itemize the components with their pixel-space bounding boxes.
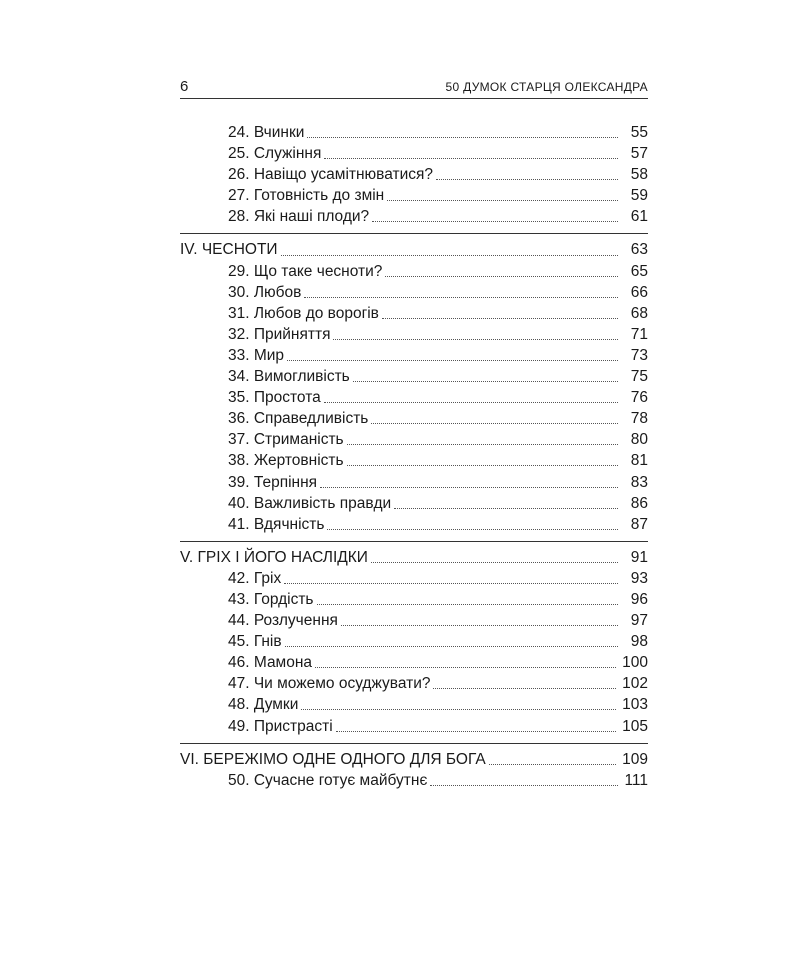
- toc-entry-title: 47. Чи можемо осуджувати?: [228, 675, 431, 693]
- dot-leader: [394, 508, 618, 509]
- toc-entry-title: 48. Думки: [228, 696, 299, 714]
- toc-entry-title: VI. БЕРЕЖІМО ОДНЕ ОДНОГО ДЛЯ БОГА: [180, 750, 486, 768]
- toc-entry-page: 81: [630, 452, 648, 470]
- toc-entry-title: 37. Стриманість: [228, 431, 344, 449]
- toc-chapter-item: [180, 345, 648, 366]
- toc-entry-title: 40. Важливість правди: [228, 494, 392, 512]
- dot-leader: [387, 200, 618, 201]
- toc-entry-title: 27. Готовність до змін: [228, 187, 385, 205]
- dot-leader: [353, 381, 618, 382]
- toc-entry-page: 58: [630, 166, 648, 184]
- toc-chapter-item: [180, 450, 648, 471]
- toc-entry-page: 75: [630, 368, 648, 386]
- dot-leader: [347, 444, 618, 445]
- dot-leader: [336, 731, 616, 732]
- toc-entry-title: 50. Сучасне готує майбутнє: [228, 771, 428, 789]
- toc-entry-page: 76: [630, 389, 648, 407]
- dot-leader: [372, 221, 618, 222]
- toc-entry-page: 91: [630, 548, 648, 566]
- toc-chapter-item: [180, 206, 648, 227]
- toc-entry-title: 30. Любов: [228, 283, 302, 301]
- toc-entry-title: 34. Вимогливість: [228, 368, 350, 386]
- toc-entry-page: 103: [622, 696, 648, 714]
- page-number: 6: [180, 78, 189, 95]
- toc-entry-page: 59: [630, 187, 648, 205]
- toc-part-heading: [180, 749, 648, 770]
- dot-leader: [385, 276, 618, 277]
- toc-entry-title: 32. Прийняття: [228, 325, 331, 343]
- toc-entry-page: 66: [630, 283, 648, 301]
- dot-leader: [320, 487, 618, 488]
- toc-entry-page: 111: [624, 771, 648, 789]
- toc-entry-title: 24. Вчинки: [228, 124, 305, 141]
- toc-chapter-item: [180, 610, 648, 631]
- toc-chapter-item: [180, 472, 648, 493]
- dot-leader: [341, 625, 618, 626]
- toc-chapter-item: [180, 143, 648, 164]
- toc-entry-page: 80: [630, 431, 648, 449]
- header-rule: [180, 98, 648, 99]
- toc-entry-title: 35. Простота: [228, 389, 321, 407]
- dot-leader: [333, 339, 618, 340]
- toc-chapter-item: [180, 282, 648, 303]
- toc-chapter-item: [180, 185, 648, 206]
- toc-entry-page: 61: [630, 208, 648, 226]
- toc-chapter-item: [180, 408, 648, 429]
- toc-chapter-item: [180, 716, 648, 737]
- toc-entry-title: 45. Гнів: [228, 633, 282, 651]
- toc-entry-title: 33. Мир: [228, 346, 285, 364]
- toc-chapter-item: [180, 429, 648, 450]
- toc-entry-title: 38. Жертовність: [228, 452, 344, 470]
- toc-chapter-item: [180, 631, 648, 652]
- toc-chapter-item: [180, 164, 648, 185]
- dot-leader: [327, 529, 618, 530]
- toc-entry-page: 57: [630, 145, 648, 163]
- toc-entry-page: 109: [622, 750, 648, 768]
- toc-entry-title: 43. Гордість: [228, 590, 314, 608]
- toc-chapter-item: [180, 324, 648, 345]
- toc-chapter-item: [180, 770, 648, 791]
- dot-leader: [347, 465, 618, 466]
- toc-entry-title: 25. Служіння: [228, 145, 322, 163]
- toc-entry-title: 31. Любов до ворогів: [228, 304, 379, 322]
- dot-leader: [287, 360, 618, 361]
- toc-entry-page: 68: [630, 304, 648, 322]
- toc-entry-page: 83: [630, 473, 648, 491]
- dot-leader: [371, 423, 618, 424]
- toc-entry-title: 41. Вдячність: [228, 515, 325, 533]
- toc-entry-page: 55: [630, 124, 648, 141]
- page-header: [180, 78, 648, 100]
- table-of-contents: [180, 122, 648, 791]
- dot-leader: [433, 688, 616, 689]
- toc-entry-page: 100: [622, 654, 648, 672]
- dot-leader: [430, 785, 618, 786]
- toc-entry-page: 63: [630, 241, 648, 259]
- toc-chapter-item: [180, 514, 648, 535]
- toc-entry-page: 73: [630, 346, 648, 364]
- dot-leader: [382, 318, 618, 319]
- toc-entry-page: 97: [630, 612, 648, 630]
- toc-entry-title: IV. ЧЕСНОТИ: [180, 241, 278, 259]
- toc-chapter-item: [180, 387, 648, 408]
- section-divider: [180, 743, 648, 744]
- dot-leader: [281, 255, 618, 256]
- dot-leader: [315, 667, 616, 668]
- toc-part-heading: [180, 239, 648, 260]
- dot-leader: [317, 604, 618, 605]
- dot-leader: [301, 709, 616, 710]
- toc-chapter-item: [180, 694, 648, 715]
- dot-leader: [324, 402, 618, 403]
- toc-entry-page: 105: [622, 717, 648, 735]
- toc-chapter-item: [180, 673, 648, 694]
- toc-entry-title: 44. Розлучення: [228, 612, 338, 630]
- toc-entry-page: 86: [630, 494, 648, 512]
- toc-chapter-item: [180, 303, 648, 324]
- running-title: 50 ДУМОК СТАРЦЯ ОЛЕКСАНДРА: [445, 80, 648, 94]
- toc-entry-page: 71: [630, 325, 648, 343]
- toc-chapter-item: [180, 493, 648, 514]
- toc-part-heading: [180, 547, 648, 568]
- dot-leader: [371, 562, 618, 563]
- toc-entry-title: 28. Які наші плоди?: [228, 208, 370, 226]
- toc-chapter-item: [180, 366, 648, 387]
- toc-chapter-item: [180, 122, 648, 143]
- toc-entry-page: 93: [630, 569, 648, 587]
- toc-entry-page: 87: [630, 515, 648, 533]
- toc-chapter-item: [180, 261, 648, 282]
- dot-leader: [284, 583, 618, 584]
- toc-entry-title: 26. Навіщо усамітнюватися?: [228, 166, 434, 184]
- section-divider: [180, 233, 648, 234]
- dot-leader: [489, 764, 616, 765]
- dot-leader: [324, 158, 618, 159]
- toc-entry-title: V. ГРІХ І ЙОГО НАСЛІДКИ: [180, 548, 368, 566]
- toc-entry-page: 102: [622, 675, 648, 693]
- dot-leader: [436, 179, 618, 180]
- toc-entry-page: 78: [630, 410, 648, 428]
- section-divider: [180, 541, 648, 542]
- toc-entry-title: 49. Пристрасті: [228, 717, 333, 735]
- toc-chapter-item: [180, 589, 648, 610]
- toc-entry-page: 96: [630, 590, 648, 608]
- dot-leader: [285, 646, 618, 647]
- toc-entry-page: 65: [630, 262, 648, 280]
- toc-entry-title: 46. Мамона: [228, 654, 313, 672]
- toc-chapter-item: [180, 568, 648, 589]
- toc-entry-page: 98: [630, 633, 648, 651]
- toc-entry-title: 36. Справедливість: [228, 410, 369, 428]
- toc-entry-title: 29. Що таке чесноти?: [228, 262, 383, 280]
- dot-leader: [307, 137, 618, 138]
- dot-leader: [304, 297, 618, 298]
- toc-entry-title: 39. Терпіння: [228, 473, 318, 491]
- toc-chapter-item: [180, 652, 648, 673]
- toc-entry-title: 42. Гріх: [228, 569, 282, 587]
